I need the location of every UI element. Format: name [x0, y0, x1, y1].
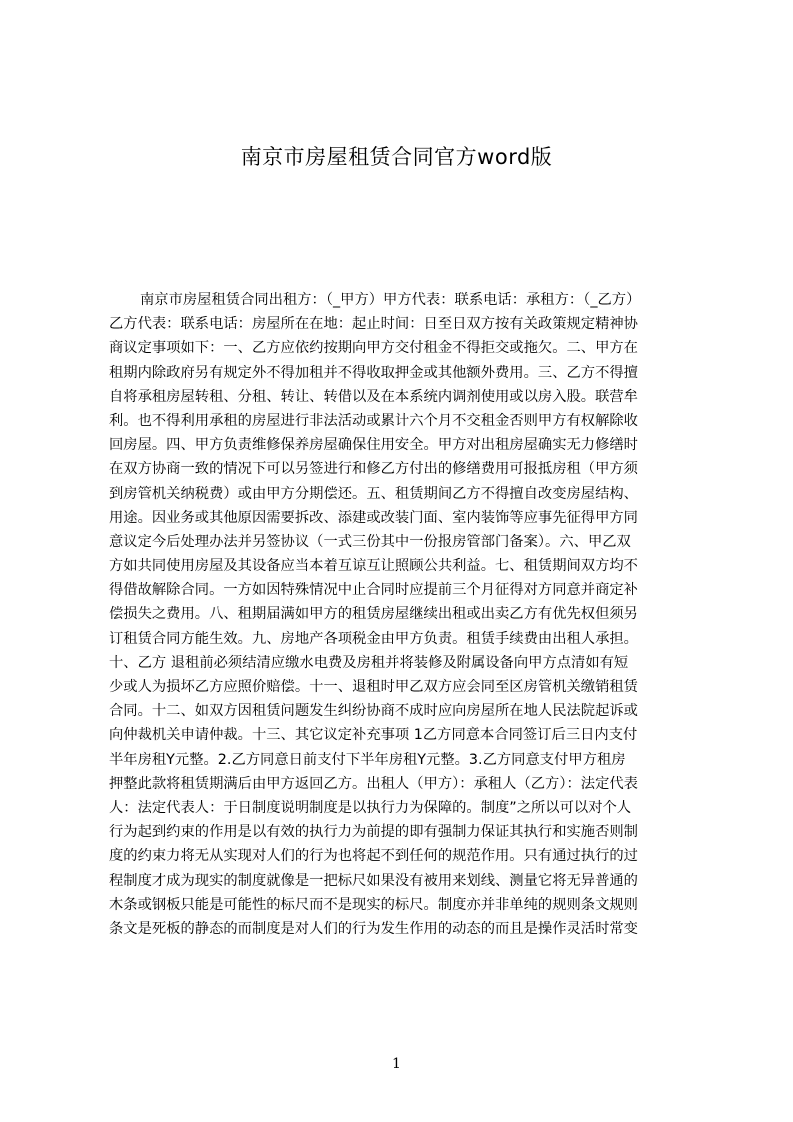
body-line: 租期内除政府另有规定外不得加租并不得收取押金或其他额外费用。三、乙方不得擅 — [109, 364, 638, 381]
body-line: 南京市房屋租赁合同出租方：（_甲方）甲方代表：联系电话：承租方：（_乙方） — [140, 292, 641, 308]
body-line: 条文是死板的静态的而制度是对人们的行为发生作用的动态的而且是操作灵活时常变 — [109, 920, 638, 937]
document-body — [109, 288, 699, 937]
body-line: 人：法定代表人：于日制度说明制度是以执行力为保障的。制度”之所以可以对个人 — [109, 799, 632, 816]
body-line: 行为起到约束的作用是以有效的执行力为前提的即有强制力保证其执行和实施否则制 — [109, 824, 638, 841]
body-line: 半年房租Y元整。2.乙方同意日前支付下半年房租Y元整。3.乙方同意支付甲方租房 — [109, 751, 626, 768]
body-line: 度的约束力将无从实现对人们的行为也将起不到任何的规范作用。只有通过执行的过 — [109, 848, 638, 865]
body-line: 少或人为损坏乙方应照价赔偿。十一、退租时甲乙双方应会同至区房管机关缴销租赁 — [109, 679, 638, 695]
body-line: 押整此款将租赁期满后由甲方返回乙方。出租人（甲方）：承租人（乙方）：法定代表 — [109, 775, 638, 792]
body-line: 乙方代表：联系电话：房屋所在在地：起止时间：日至日双方按有关政策规定精神协 — [109, 316, 638, 333]
body-line: 程制度才成为现实的制度就像是一把标尺如果没有被用来划线、测量它将无异普通的 — [109, 872, 638, 889]
page-number: 1 — [392, 1056, 401, 1072]
body-line: 合同。十二、如双方因租赁问题发生纠纷协商不成时应向房屋所在地人民法院起诉或 — [109, 703, 638, 720]
body-line: 在双方协商一致的情况下可以另签进行和修乙方付出的修缮费用可报抵房租（甲方须 — [109, 461, 638, 478]
body-line: 方如共同使用房屋及其设备应当本着互谅互让照顾公共利益。七、租赁期间双方均不 — [109, 558, 638, 575]
body-line: 木条或钢板只能是可能性的标尺而不是现实的标尺。制度亦并非单纯的规则条文规则 — [109, 896, 638, 913]
body-line: 得借故解除合同。一方如因特殊情况中止合同时应提前三个月征得对方同意并商定补 — [109, 582, 638, 599]
body-line: 到房管机关纳税费）或由甲方分期偿还。五、租赁期间乙方不得擅自改变房屋结构、 — [109, 485, 638, 502]
body-line: 订租赁合同方能生效。九、房地产各项税金由甲方负责。租赁手续费由出租人承担。 — [109, 630, 638, 647]
body-line: 用途。因业务或其他原因需要拆改、添建或改装门面、室内装饰等应事先征得甲方同 — [109, 509, 638, 526]
body-line: 回房屋。四、甲方负责维修保养房屋确保住用安全。甲方对出租房屋确实无力修缮时 — [109, 437, 638, 454]
body-line: 意议定今后处理办法并另签协议（一式三份其中一份报房管部门备案）。六、甲乙双 — [109, 533, 631, 550]
body-line: 十、乙方 退租前必须结清应缴水电费及房租并将装修及附属设备向甲方点清如有短 — [109, 654, 629, 671]
body-line: 偿损失之费用。八、租期届满如甲方的租赁房屋继续出租或出卖乙方有优先权但须另 — [109, 606, 638, 623]
body-line: 向仲裁机关申请仲裁。十三、其它议定补充事项 1乙方同意本合同签订后三日内支付 — [109, 727, 638, 744]
body-line: 利。也不得利用承租的房屋进行非法活动或累计六个月不交租金否则甲方有权解除收 — [109, 412, 638, 429]
document-title: 南京市房屋租赁合同官方word版 — [240, 145, 553, 169]
body-line: 自将承租房屋转租、分租、转让、转借以及在本系统内调剂使用或以房入股。联营牟 — [109, 388, 638, 405]
body-line: 商议定事项如下：一、乙方应依约按期向甲方交付租金不得拒交或拖欠。二、甲方在 — [109, 340, 638, 357]
